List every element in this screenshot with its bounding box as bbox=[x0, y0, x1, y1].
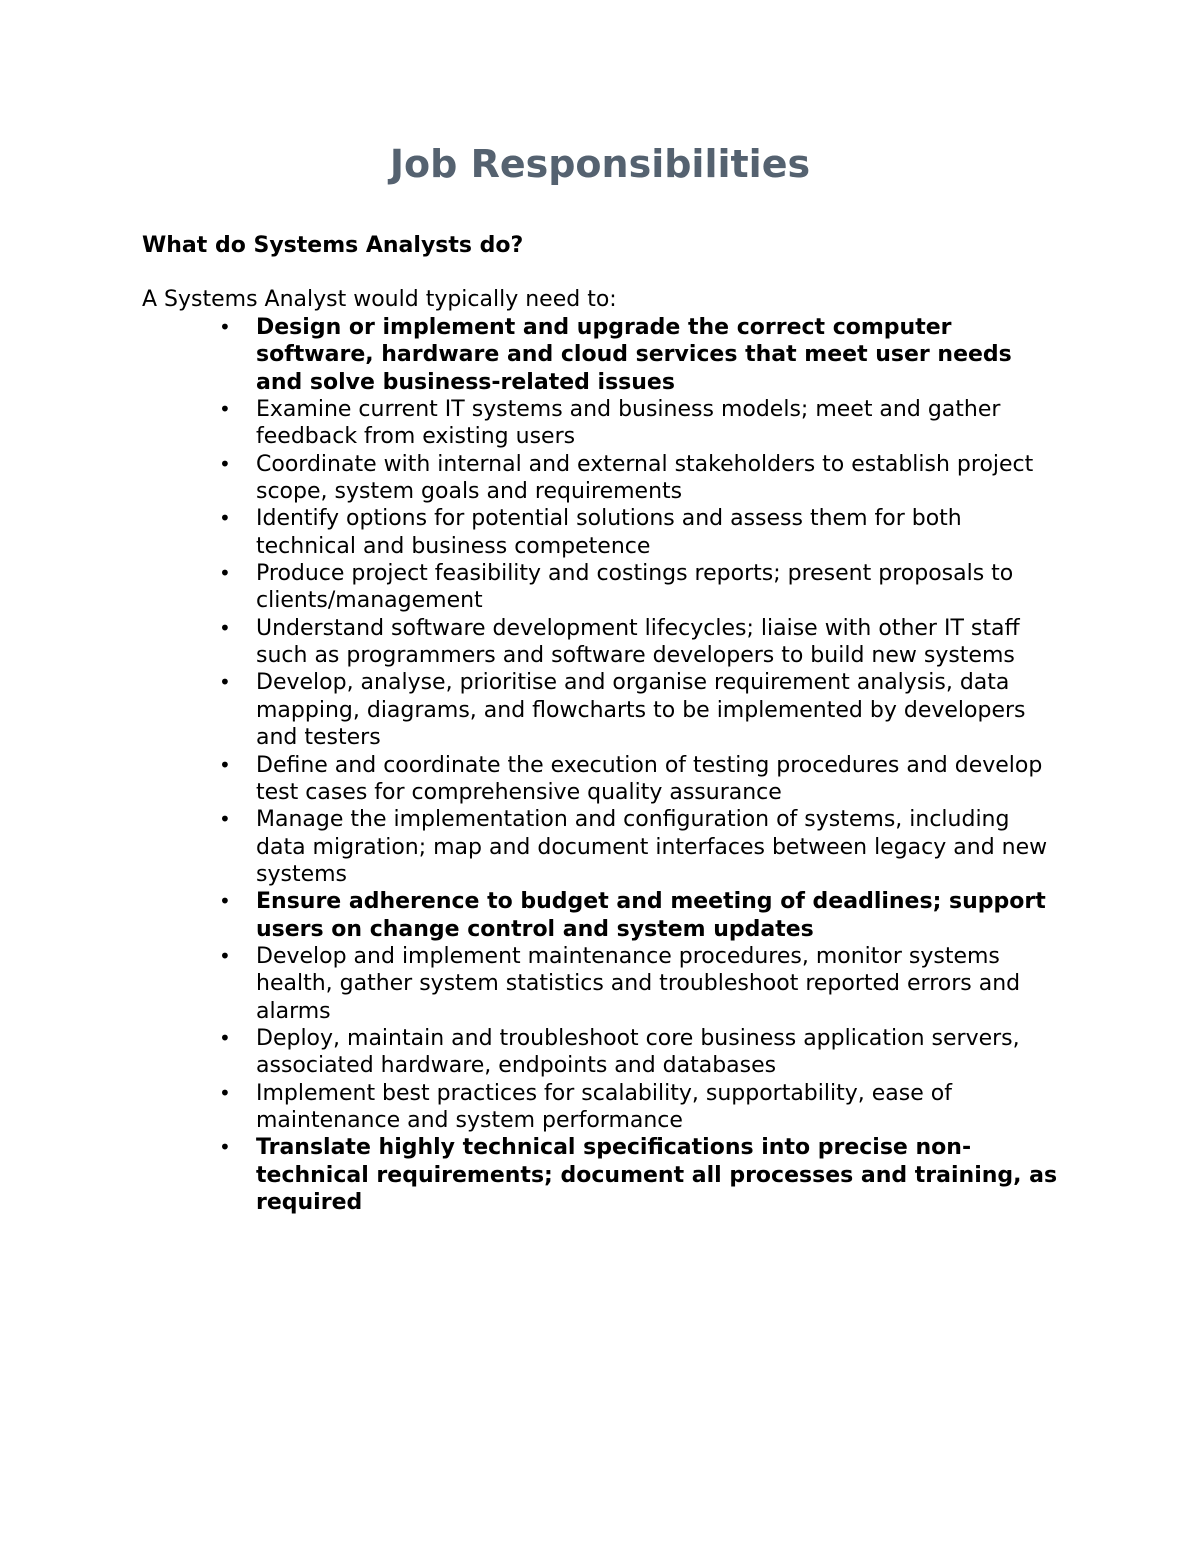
list-item-text: Ensure adherence to budget and meeting of deadlines; support users on change control and system updates bbox=[256, 889, 1046, 942]
list-item bbox=[0, 752, 1200, 807]
list-item-text: Define and coordinate the execution of testing procedures and develop test cases for comprehensive quality assurance bbox=[256, 752, 1043, 805]
bullet-icon: • bbox=[219, 1025, 231, 1050]
responsibilities-list bbox=[0, 314, 1200, 1216]
list-item-text: Manage the implementation and configuration of systems, including data migration; map and document interfaces between legacy and new systems bbox=[256, 807, 1048, 887]
list-item bbox=[0, 1134, 1200, 1216]
list-item-text: Develop, analyse, prioritise and organise requirement analysis, data mapping, diagrams, and flowcharts to be implemented by developers and testers bbox=[256, 670, 1026, 751]
section-heading: What do Systems Analysts do? bbox=[142, 233, 524, 258]
list-item-text: Design or implement and upgrade the correct computer software, hardware and cloud services that meet user needs and solve business-related issues bbox=[256, 315, 1012, 395]
bullet-icon: • bbox=[219, 752, 231, 777]
list-item bbox=[0, 806, 1200, 888]
list-item bbox=[0, 943, 1200, 1025]
bullet-icon: • bbox=[219, 1135, 231, 1160]
list-item-text: Coordinate with internal and external stakeholders to establish project scope, system goals and requirements bbox=[256, 451, 1034, 505]
bullet-icon: • bbox=[219, 506, 231, 531]
bullet-icon: • bbox=[219, 451, 231, 476]
list-item bbox=[0, 669, 1200, 751]
bullet-icon: • bbox=[219, 1080, 231, 1105]
bullet-icon: • bbox=[219, 561, 231, 586]
bullet-icon: • bbox=[219, 397, 231, 422]
list-item bbox=[0, 451, 1200, 506]
page-title: Job Responsibilities bbox=[389, 142, 811, 186]
list-item-text: Deploy, maintain and troubleshoot core business application servers, associated hardware, endpoints and databases bbox=[256, 1025, 1020, 1079]
list-item-text: Understand software development lifecycles; liaise with other IT staff such as programmers and software developers to build new systems bbox=[256, 615, 1020, 669]
bullet-icon: • bbox=[219, 943, 231, 968]
list-item bbox=[0, 615, 1200, 670]
list-item-text: Produce project feasibility and costings reports; present proposals to clients/management bbox=[256, 561, 1014, 614]
bullet-icon: • bbox=[219, 889, 231, 914]
list-item bbox=[0, 505, 1200, 560]
list-item bbox=[0, 396, 1200, 451]
list-item-text: Translate highly technical specifications into precise non-technical requirements; document all processes and training, as required bbox=[256, 1135, 1058, 1215]
list-item-text: Develop and implement maintenance procedures, monitor systems health, gather system statistics and troubleshoot reported errors and alarms bbox=[256, 943, 1021, 1024]
list-item-text: Implement best practices for scalability, supportability, ease of maintenance and system performance bbox=[256, 1080, 952, 1133]
bullet-icon: • bbox=[219, 670, 231, 695]
list-item-text: Identify options for potential solutions and assess them for both technical and business competence bbox=[256, 506, 962, 559]
list-item bbox=[0, 888, 1200, 943]
list-item bbox=[0, 1025, 1200, 1080]
bullet-icon: • bbox=[219, 315, 231, 339]
list-item bbox=[0, 560, 1200, 615]
bullet-icon: • bbox=[219, 615, 231, 640]
list-item-text: Examine current IT systems and business models; meet and gather feedback from existing users bbox=[256, 397, 1001, 450]
bullet-icon: • bbox=[219, 807, 231, 832]
list-item bbox=[0, 314, 1200, 396]
list-item bbox=[0, 1080, 1200, 1135]
intro-text: A Systems Analyst would typically need to: bbox=[142, 287, 617, 312]
